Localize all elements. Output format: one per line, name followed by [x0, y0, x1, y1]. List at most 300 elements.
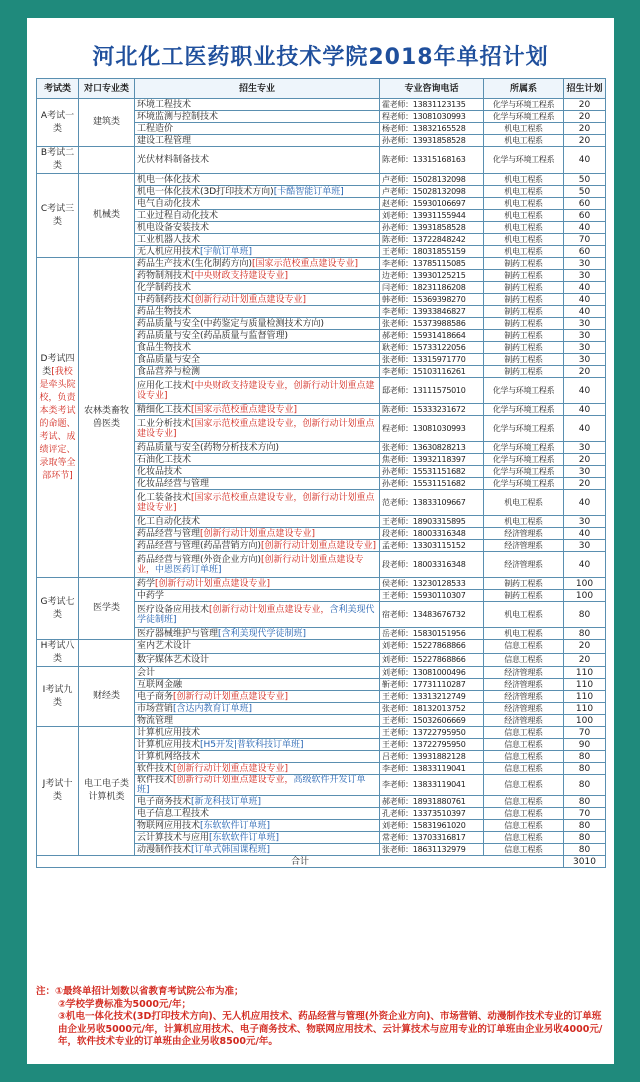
phone-cell: 孔老师：13373510397	[380, 808, 484, 820]
major-note: [创新行动计划重点建设专业]	[155, 578, 271, 589]
dept-cell: 化学与环境工程系	[484, 454, 564, 466]
exam-label: J考试十类	[42, 779, 73, 802]
major-cell	[135, 270, 380, 282]
dept-cell: 化学与环境工程系	[484, 466, 564, 478]
exam-label: G考试七类	[40, 596, 75, 620]
phone-cell: 刘老师：15227868866	[380, 653, 484, 667]
major-cell	[135, 796, 380, 808]
plan-cell: 40	[564, 490, 606, 516]
major-name: 药品经营与管理	[137, 528, 201, 539]
category-label: 财经类	[92, 691, 120, 701]
phone-cell: 杨老师：13832165528	[380, 123, 484, 135]
category-cell	[79, 667, 135, 727]
phone-cell: 陈老师：13315168163	[380, 147, 484, 174]
category-cell	[79, 174, 135, 258]
table-row	[37, 147, 606, 174]
category-label: 机械类	[92, 210, 120, 220]
dept-cell: 经济管理系	[484, 552, 564, 578]
major-cell	[135, 667, 380, 679]
plan-cell: 40	[564, 404, 606, 416]
exam-label: H考试八类	[40, 641, 75, 664]
table-row	[37, 99, 606, 111]
plan-cell: 20	[564, 454, 606, 466]
plan-cell: 60	[564, 246, 606, 258]
plan-cell: 30	[564, 330, 606, 342]
table-row	[37, 727, 606, 739]
plan-cell: 80	[564, 751, 606, 763]
dept-cell: 机电工程系	[484, 135, 564, 147]
major-name: 光伏材料制备技术	[137, 155, 210, 165]
plan-cell: 50	[564, 174, 606, 186]
major-name: 动漫制作技术	[137, 844, 192, 855]
plan-card	[27, 18, 614, 1064]
exam-note: [我校是牵头院校，负责本类考试的命题、考试、成绩评定、录取等全部环节]	[39, 366, 76, 481]
header-major: 招生专业	[135, 79, 380, 99]
dept-cell: 经济管理系	[484, 528, 564, 540]
phone-cell: 邸老师：13111575010	[380, 378, 484, 404]
major-name: 物流管理	[137, 715, 174, 726]
plan-cell: 70	[564, 234, 606, 246]
major-note: [东软软件订单班]	[209, 832, 280, 843]
dept-cell: 机电工程系	[484, 246, 564, 258]
major-cell	[135, 808, 380, 820]
major-note: [国家示范校重点建设专业]	[191, 404, 298, 415]
major-name: 精细化工技术	[137, 404, 192, 415]
dept-cell: 制药工程系	[484, 294, 564, 306]
major-name: 环境工程技术	[137, 99, 192, 110]
phone-cell: 李老师：13933846827	[380, 306, 484, 318]
major-note: [创新行动计划重点建设专业]	[200, 528, 316, 539]
major-name: 药品生物技术	[137, 306, 192, 317]
plan-table	[36, 78, 606, 868]
dept-cell: 机电工程系	[484, 602, 564, 628]
phone-cell: 张老师：15373988586	[380, 318, 484, 330]
major-name: 机电设备安装技术	[137, 222, 210, 233]
exam-cell	[37, 640, 79, 667]
note-2: ②学校学费标准为5000元/年；	[58, 998, 191, 1010]
exam-label: B考试二类	[40, 148, 75, 171]
category-label: 电工电子类计算机类	[83, 779, 129, 802]
plan-cell: 110	[564, 703, 606, 715]
major-name: 药品质量与安全(中药鉴定与质量检测技术方向)	[137, 318, 325, 329]
plan-cell: 80	[564, 775, 606, 796]
plan-cell: 30	[564, 516, 606, 528]
plan-cell: 80	[564, 602, 606, 628]
major-note-2: 高级软件开发订单班]	[137, 775, 366, 795]
phone-cell: 张老师：13315971770	[380, 354, 484, 366]
category-cell	[79, 99, 135, 147]
exam-label: I考试九类	[42, 684, 73, 708]
header-plan: 招生计划	[564, 79, 606, 99]
major-name: 电气自动化技术	[137, 198, 201, 209]
major-name: 食品生物技术	[137, 342, 192, 353]
plan-cell: 30	[564, 466, 606, 478]
major-cell	[135, 727, 380, 739]
category-cell	[79, 727, 135, 856]
dept-cell: 化学与环境工程系	[484, 99, 564, 111]
major-cell	[135, 186, 380, 198]
dept-cell: 经济管理系	[484, 715, 564, 727]
phone-cell: 张老师：18631132979	[380, 844, 484, 856]
exam-cell	[37, 667, 79, 727]
dept-cell: 信息工程系	[484, 796, 564, 808]
phone-cell: 刘老师：15831961020	[380, 820, 484, 832]
phone-cell: 陈老师：15333231672	[380, 404, 484, 416]
category-cell	[79, 640, 135, 667]
plan-cell: 60	[564, 198, 606, 210]
phone-cell: 王老师：18031855159	[380, 246, 484, 258]
major-note: [中央财政支持建设专业，创新行动计划重点建设专业]	[137, 380, 375, 401]
major-cell	[135, 282, 380, 294]
major-name: 药品质量与安全(药品质量与监督管理)	[137, 330, 289, 341]
major-cell	[135, 739, 380, 751]
major-cell	[135, 442, 380, 454]
major-cell	[135, 653, 380, 667]
major-note: [创新行动计划重点建设专业，	[137, 554, 364, 575]
major-cell	[135, 111, 380, 123]
major-cell	[135, 135, 380, 147]
plan-cell: 30	[564, 540, 606, 552]
table-header-row	[37, 79, 606, 99]
major-note: [新龙科技订单班]	[191, 796, 262, 807]
plan-cell: 40	[564, 306, 606, 318]
major-name: 机电一体化技术	[137, 174, 201, 185]
total-row	[37, 856, 606, 868]
major-cell	[135, 354, 380, 366]
dept-cell: 机电工程系	[484, 198, 564, 210]
major-name: 会计	[137, 667, 156, 678]
phone-cell: 刘老师：13081000496	[380, 667, 484, 679]
plan-cell: 20	[564, 135, 606, 147]
plan-cell: 30	[564, 258, 606, 270]
major-name: 计算机网络技术	[137, 751, 201, 762]
category-label: 农林类畜牧兽医类	[83, 405, 129, 429]
page-title: 河北化工医药职业技术学院2018年单招计划	[92, 45, 549, 70]
plan-cell: 110	[564, 667, 606, 679]
major-name: 药物制剂技术	[137, 270, 192, 281]
header-dept: 所属系	[484, 79, 564, 99]
dept-cell: 化学与环境工程系	[484, 478, 564, 490]
plan-cell: 40	[564, 378, 606, 404]
dept-cell: 制药工程系	[484, 306, 564, 318]
category-label: 建筑类	[92, 117, 120, 127]
phone-cell: 郝老师：15931418664	[380, 330, 484, 342]
phone-cell: 霍老师：13831123135	[380, 99, 484, 111]
major-name: 电子商务	[137, 691, 174, 702]
major-note-2: 含利美现代学徒制班]	[137, 604, 375, 625]
category-cell	[79, 578, 135, 640]
major-name: 化工装备技术	[137, 492, 192, 503]
dept-cell: 信息工程系	[484, 653, 564, 667]
major-note: [创新行动计划重点建设专业]	[173, 763, 289, 774]
phone-cell: 孟老师：13303115152	[380, 540, 484, 552]
phone-cell: 靳老师：17731110287	[380, 679, 484, 691]
plan-cell: 80	[564, 763, 606, 775]
major-cell	[135, 198, 380, 210]
phone-cell: 宿老师：13483676732	[380, 602, 484, 628]
major-name: 软件技术	[137, 763, 174, 774]
major-cell	[135, 578, 380, 590]
major-cell	[135, 691, 380, 703]
phone-cell: 孙老师：15531151682	[380, 466, 484, 478]
dept-cell: 机电工程系	[484, 210, 564, 222]
major-name: 环境监测与控制技术	[137, 111, 219, 122]
dept-cell: 化学与环境工程系	[484, 111, 564, 123]
major-cell	[135, 552, 380, 578]
major-name: 室内艺术设计	[137, 641, 192, 652]
header-category: 对口专业类	[79, 79, 135, 99]
dept-cell: 化学与环境工程系	[484, 404, 564, 416]
dept-cell: 信息工程系	[484, 640, 564, 654]
major-note: [创新行动计划重点建设专业，	[173, 775, 294, 785]
major-cell	[135, 751, 380, 763]
dept-cell: 制药工程系	[484, 258, 564, 270]
phone-cell: 李老师：13785115085	[380, 258, 484, 270]
major-note: [中央财政支持建设专业]	[191, 270, 289, 281]
major-name: 医疗设备应用技术	[137, 604, 210, 615]
category-cell	[79, 147, 135, 174]
dept-cell: 机电工程系	[484, 628, 564, 640]
phone-cell: 郝老师：18931880761	[380, 796, 484, 808]
major-name: 互联网金融	[137, 679, 183, 690]
major-name: 医疗器械维护与管理	[137, 628, 219, 639]
major-note: [国家示范校重点建设专业，创新行动计划重点建设专业]	[137, 418, 375, 439]
phone-cell: 李老师：13833119041	[380, 775, 484, 796]
phone-cell: 王老师：15032606669	[380, 715, 484, 727]
plan-cell: 80	[564, 628, 606, 640]
dept-cell: 经济管理系	[484, 679, 564, 691]
major-note: [国家示范校重点建设专业]	[252, 258, 359, 269]
phone-cell: 边老师：13930125215	[380, 270, 484, 282]
phone-cell: 李老师：15103116261	[380, 366, 484, 378]
dept-cell: 信息工程系	[484, 751, 564, 763]
phone-cell: 陈老师：13722848242	[380, 234, 484, 246]
phone-cell: 程老师：13081030993	[380, 111, 484, 123]
exam-cell	[37, 578, 79, 640]
dept-cell: 化学与环境工程系	[484, 147, 564, 174]
major-cell	[135, 294, 380, 306]
phone-cell: 王老师：15930110307	[380, 590, 484, 602]
dept-cell: 信息工程系	[484, 775, 564, 796]
exam-cell	[37, 147, 79, 174]
notes	[36, 986, 605, 1049]
major-name: 机电一体化技术(3D打印技术方向)	[137, 186, 274, 197]
phone-cell: 刘老师：15227868866	[380, 640, 484, 654]
plan-cell: 100	[564, 578, 606, 590]
dept-cell: 制药工程系	[484, 282, 564, 294]
total-label: 合计	[37, 856, 564, 868]
major-cell	[135, 478, 380, 490]
dept-cell: 机电工程系	[484, 186, 564, 198]
phone-cell: 耿老师：15733122056	[380, 342, 484, 354]
major-name: 中药学	[137, 590, 165, 601]
plan-cell: 20	[564, 111, 606, 123]
major-name: 食品营养与检测	[137, 366, 201, 377]
major-cell	[135, 832, 380, 844]
dept-cell: 机电工程系	[484, 123, 564, 135]
dept-cell: 信息工程系	[484, 832, 564, 844]
major-name: 药品生产技术(生化制药方向)	[137, 258, 253, 269]
major-cell	[135, 820, 380, 832]
dept-cell: 制药工程系	[484, 330, 564, 342]
dept-cell: 经济管理系	[484, 540, 564, 552]
major-cell	[135, 330, 380, 342]
plan-cell: 40	[564, 528, 606, 540]
phone-cell: 孙老师：13931858528	[380, 135, 484, 147]
major-name: 化妆品技术	[137, 466, 183, 477]
plan-cell: 40	[564, 147, 606, 174]
plan-cell: 40	[564, 222, 606, 234]
header-exam: 考试类	[37, 79, 79, 99]
major-name: 无人机应用技术	[137, 246, 201, 257]
plan-cell: 70	[564, 808, 606, 820]
major-cell	[135, 490, 380, 516]
major-cell	[135, 454, 380, 466]
dept-cell: 信息工程系	[484, 808, 564, 820]
exam-cell	[37, 99, 79, 147]
dept-cell: 机电工程系	[484, 516, 564, 528]
plan-cell: 60	[564, 210, 606, 222]
dept-cell: 制药工程系	[484, 342, 564, 354]
plan-cell: 30	[564, 342, 606, 354]
plan-cell: 20	[564, 123, 606, 135]
dept-cell: 制药工程系	[484, 318, 564, 330]
dept-cell: 经济管理系	[484, 703, 564, 715]
dept-cell: 制药工程系	[484, 578, 564, 590]
major-note-2: 中恩医药订单班]	[155, 564, 222, 575]
plan-cell: 20	[564, 653, 606, 667]
major-cell	[135, 602, 380, 628]
major-cell	[135, 775, 380, 796]
major-cell	[135, 640, 380, 654]
table-row	[37, 640, 606, 654]
major-note: [创新行动计划重点建设专业]	[191, 294, 307, 305]
major-cell	[135, 342, 380, 354]
plan-cell: 100	[564, 715, 606, 727]
dept-cell: 制药工程系	[484, 270, 564, 282]
plan-cell: 70	[564, 727, 606, 739]
phone-cell: 岳老师：15830151956	[380, 628, 484, 640]
dept-cell: 信息工程系	[484, 739, 564, 751]
major-name: 电子信息工程技术	[137, 808, 210, 819]
major-cell	[135, 703, 380, 715]
plan-cell: 80	[564, 820, 606, 832]
major-note: [卡酷智能订单班]	[273, 186, 344, 197]
major-cell	[135, 258, 380, 270]
dept-cell: 制药工程系	[484, 590, 564, 602]
plan-cell: 80	[564, 844, 606, 856]
dept-cell: 机电工程系	[484, 234, 564, 246]
major-name: 化学制药技术	[137, 282, 192, 293]
dept-cell: 制药工程系	[484, 354, 564, 366]
major-cell	[135, 404, 380, 416]
plan-cell: 20	[564, 99, 606, 111]
plan-cell: 20	[564, 366, 606, 378]
major-name: 云计算技术与应用	[137, 832, 210, 843]
phone-cell: 王老师：13722795950	[380, 727, 484, 739]
phone-cell: 卢老师：15028132098	[380, 174, 484, 186]
major-name: 工业过程自动化技术	[137, 210, 219, 221]
table-row	[37, 578, 606, 590]
note-3: ③机电一体化技术(3D打印技术方向)、无人机应用技术、药品经营与管理(外资企业方向)、市场营销、动漫制作技术专业的订单班由企业另收5000元/年，计算机应用技术、电子商务技术、物联网应用技术、云计算技术与应用专业的订单班由企业另收4000元/年，软件技术专业的订单班由企业另收8500元/年。	[58, 1011, 603, 1047]
major-note: [创新行动计划重点建设专业，	[209, 604, 330, 615]
major-cell	[135, 416, 380, 442]
major-note: [H5开发|普软科技订单班]	[200, 739, 304, 750]
major-cell	[135, 540, 380, 552]
major-note: [宇航订单班]	[200, 246, 253, 257]
phone-cell: 王老师：13313212749	[380, 691, 484, 703]
total-value: 3010	[564, 856, 606, 868]
plan-cell: 30	[564, 354, 606, 366]
dept-cell: 机电工程系	[484, 174, 564, 186]
phone-cell: 王老师：13722795950	[380, 739, 484, 751]
plan-cell: 30	[564, 442, 606, 454]
major-cell	[135, 679, 380, 691]
table-row	[37, 667, 606, 679]
phone-cell: 吕老师：13931882128	[380, 751, 484, 763]
phone-cell: 张老师：18132013752	[380, 703, 484, 715]
category-label: 医学类	[92, 603, 120, 613]
plan-cell: 110	[564, 679, 606, 691]
major-cell	[135, 763, 380, 775]
major-name: 软件技术	[137, 775, 174, 785]
major-cell	[135, 222, 380, 234]
plan-cell: 20	[564, 640, 606, 654]
major-name: 计算机应用技术	[137, 727, 201, 738]
dept-cell: 化学与环境工程系	[484, 416, 564, 442]
major-cell	[135, 844, 380, 856]
phone-cell: 焦老师：13932118397	[380, 454, 484, 466]
header-phone: 专业咨询电话	[380, 79, 484, 99]
phone-cell: 王老师：18903315895	[380, 516, 484, 528]
major-name: 应用化工技术	[137, 380, 192, 391]
dept-cell: 信息工程系	[484, 727, 564, 739]
major-cell	[135, 318, 380, 330]
major-cell	[135, 210, 380, 222]
major-note: [订单式韩国课程班]	[191, 844, 271, 855]
dept-cell: 经济管理系	[484, 667, 564, 679]
exam-label: D考试四类	[40, 353, 75, 377]
phone-cell: 张老师：13630828213	[380, 442, 484, 454]
phone-cell: 刘老师：13931155944	[380, 210, 484, 222]
phone-cell: 赵老师：15930106697	[380, 198, 484, 210]
major-name: 药学	[137, 578, 156, 589]
major-name: 药品经营与管理(药品营销方向)	[137, 540, 262, 551]
major-name: 石油化工技术	[137, 454, 192, 465]
exam-cell	[37, 727, 79, 856]
exam-label: A考试一类	[40, 110, 75, 134]
phone-cell: 常老师：13703316817	[380, 832, 484, 844]
major-name: 中药制药技术	[137, 294, 192, 305]
dept-cell: 机电工程系	[484, 222, 564, 234]
exam-cell	[37, 174, 79, 258]
major-note: [东软软件订单班]	[200, 820, 271, 831]
major-note: [含利美现代学徒制班]	[218, 628, 307, 639]
plan-cell: 20	[564, 478, 606, 490]
plan-cell: 90	[564, 739, 606, 751]
category-cell	[79, 258, 135, 578]
major-name: 物联网应用技术	[137, 820, 201, 831]
dept-cell: 信息工程系	[484, 820, 564, 832]
dept-cell: 化学与环境工程系	[484, 442, 564, 454]
major-name: 工业机器人技术	[137, 234, 201, 245]
major-cell	[135, 715, 380, 727]
major-cell	[135, 366, 380, 378]
major-cell	[135, 123, 380, 135]
major-cell	[135, 174, 380, 186]
phone-cell: 侯老师：13230128533	[380, 578, 484, 590]
exam-cell	[37, 258, 79, 578]
